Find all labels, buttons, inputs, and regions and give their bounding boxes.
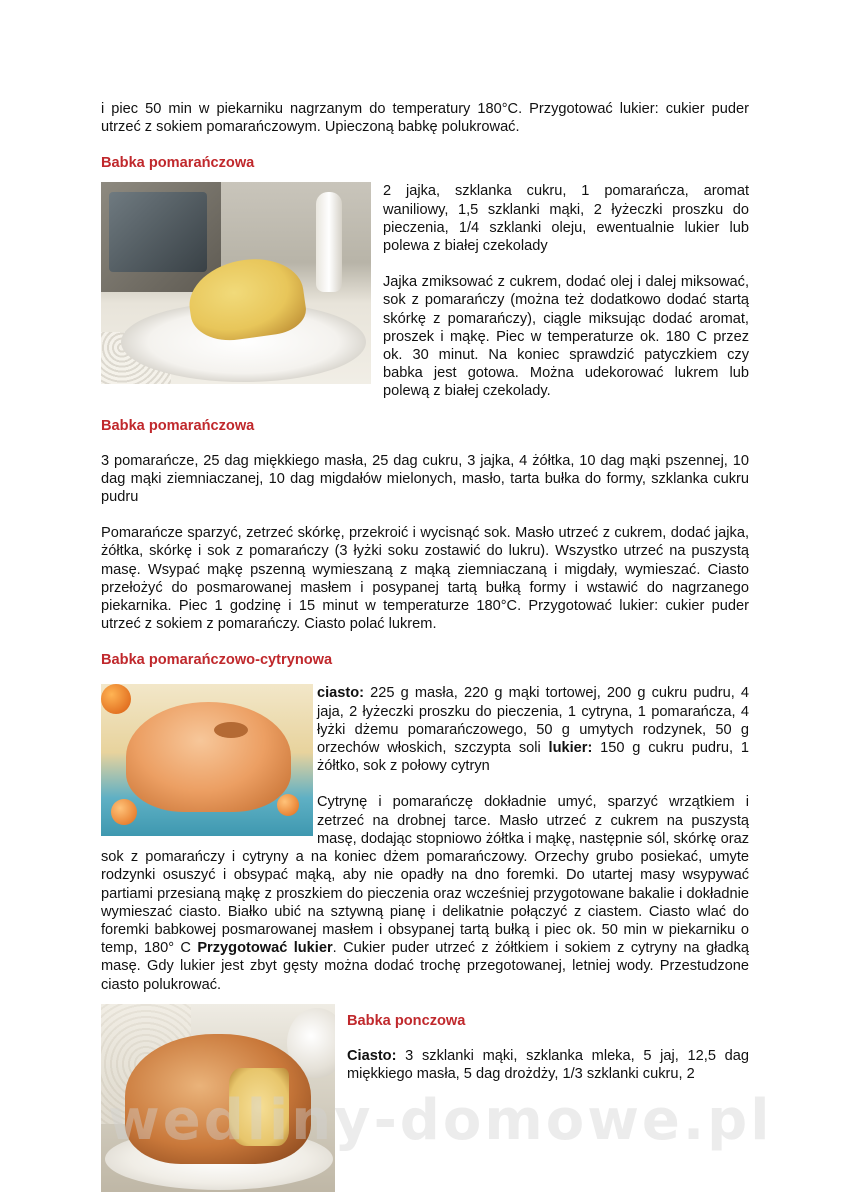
recipe3-method-a: Cytrynę i pomarańczę dokładnie umyć, sparzyć wrzątkiem i zetrzeć na drobnej tarce. Masło utrzeć z cukrem na puszystą masę, dodając stopniowo żółtka i mąkę, następnie sól, skórkę oraz sok z pomarańczy i cytryny a na koniec dżem pomarańczowy. Orzechy grubo posiekać, umyte rodzynki osuszyć i obsypać mąką, aby nie opadły na dno foremki. Do utartej masy wsypywać partiami przesianą mąkę z proszkiem do pieczenia oraz wcześniej przygotowane bakalie i dokładnie wymieszać ciasto. Białko ubić na sztywną pianę i delikatnie połączyć z ciastem. Ciasto wlać do foremki babkowej posmarowanej masłem i obsypanej tartą bułką i piec ok. 50 min w piekarniku o temp, 180° C (101, 794, 749, 957)
recipe4-title: Babka ponczowa (347, 1012, 466, 1029)
recipe1-method: Jajka zmiksować z cukrem, dodać olej i dalej miksować, sok z pomarańczy (można też dodatkowo dodać startą skórkę z pomarańczy), ciągle miksując dodać aromat, proszek i mąkę. Piec w temperaturze ok. 180 C przez ok. 30 minut. Na koniec sprawdzić patyczkiem czy babka jest gotowa. Można udekorować lukrem lub polewą z białej czekolady. (383, 274, 749, 400)
recipe2-method: Pomarańcze sparzyć, zetrzeć skórkę, przekroić i wycisnąć sok. Masło utrzeć z cukrem, dodać jajka, żółtka, skórkę i sok z pomarańczy (3 łyżki soku zostawić do lukru). Wszystko utrzeć na puszystą masę. Wsypać mąkę pszenną wymieszaną z mąką ziemniaczaną i migdały, wymieszać. Ciasto przełożyć do posmarowanej masłem i posypanej tartą bułką formy i wstawić do nagrzanego piekarnika. Piec 1 godzinę i 15 minut w temperaturze 180°C. Przygotować lukier: cukier puder utrzeć z sokiem z pomarańczy. Ciasto polać lukrem. (101, 525, 749, 633)
recipe1-photo (101, 182, 371, 384)
orange-shape (111, 799, 137, 825)
vase-shape (316, 192, 342, 292)
intro-paragraph: i piec 50 min w piekarniku nagrzanym do temperatury 180°C. Przygotować lukier: cukier puder utrzeć z sokiem pomarańczowym. Upieczoną babkę polukrować. (101, 101, 749, 136)
orange-shape (277, 794, 299, 816)
recipe3-ingredients-a: 225 g masła, 220 g mąki tortowej, 200 g cukru pudru, 4 jaja, 2 łyżeczki proszku do pieczenia, 1 cytryna, 1 pomarańcza, 4 łyżki dżemu pomarańczowego, 50 g umytych rodzynek, 50 g orzechów włoskich, szczypta soli (317, 685, 749, 757)
monitor-shape (101, 182, 221, 292)
watermark: wedliny-domowe.pl (108, 1088, 773, 1153)
recipe3-photo (101, 684, 313, 836)
recipe4-ingredients-text: 3 szklanki mąki, szklanka mleka, 5 jaj, 12,5 dag miękkiego masła, 5 dag drożdży, 1/3 szklanki cukru, 2 (347, 1047, 749, 1082)
label-ciasto: ciasto: (317, 685, 365, 702)
label-ciasto-4: Ciasto: (347, 1047, 397, 1064)
recipe3-title: Babka pomarańczowo-cytrynowa (101, 652, 333, 669)
recipe2-ingredients: 3 pomarańcze, 25 dag miękkiego masła, 25 dag cukru, 3 jajka, 4 żółtka, 10 dag mąki pszennej, 10 dag mąki ziemniaczanej, 10 dag migdałów mielonych, masło, tarta bułka do formy, szklanka cukru pudru (101, 452, 749, 506)
document-page (101, 100, 749, 1192)
cake-crumb-shape (229, 1068, 289, 1146)
bundt-cake-shape (126, 702, 291, 812)
orange-shape (101, 684, 131, 714)
recipe3-ingredients-b: 150 g cukru pudru, 1 żółtko, sok z połowy cytryn (317, 740, 749, 775)
recipe1-title: Babka pomarańczowa (101, 155, 255, 172)
recipe4-photo (101, 1004, 335, 1192)
label-lukier: lukier: (548, 740, 593, 757)
recipe2-title: Babka pomarańczowa (101, 417, 255, 434)
recipe1-ingredients: 2 jajka, szklanka cukru, 1 pomarańcza, aromat waniliowy, 1,5 szklanki mąki, 2 łyżeczki proszku do pieczenia, 1/4 szklanki oleju, ewentualnie lukier lub polewa z białej czekolady (383, 183, 749, 255)
recipe3-method-b: . Cukier puder utrzeć z żółtkiem i sokiem z cytryny na gładką masę. Gdy lukier jest zbyt gęsty można dodać trochę przegotowanej, letniej wody. Przestudzone ciasto polukrować. (101, 940, 750, 993)
label-przygotowac-lukier: Przygotować lukier (197, 940, 333, 957)
